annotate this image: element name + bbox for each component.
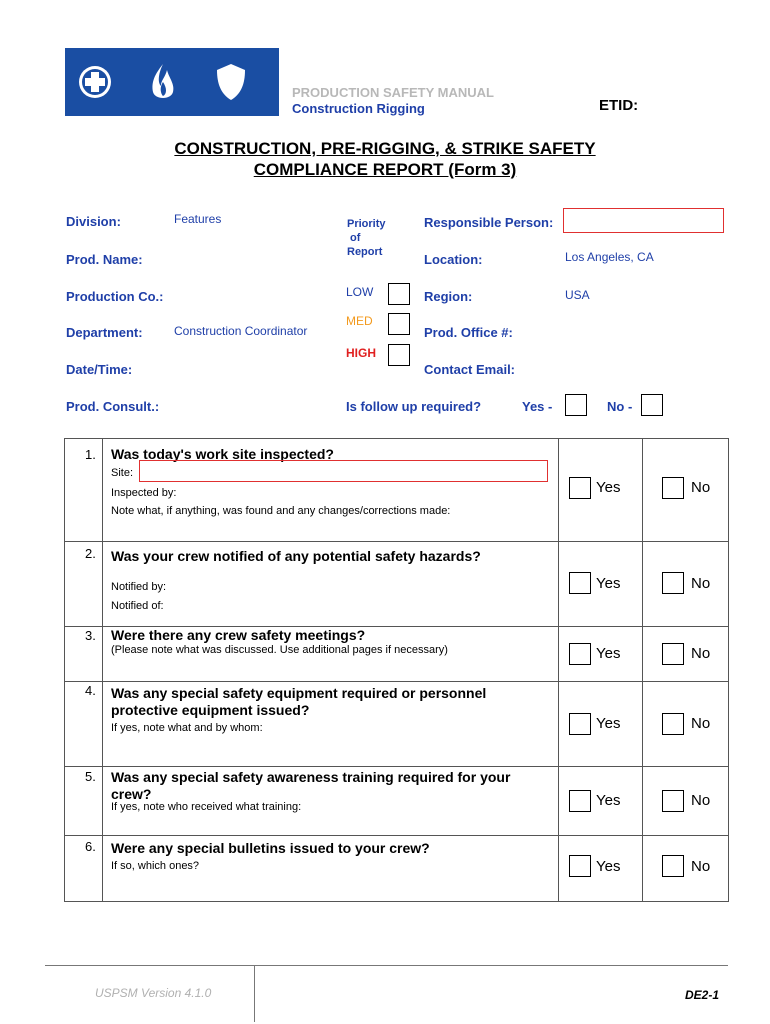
- contact-email-label: Contact Email:: [424, 362, 516, 377]
- q6-yes-label: Yes: [596, 858, 621, 875]
- site-field[interactable]: [139, 460, 548, 482]
- q2-no-label: No: [691, 575, 711, 592]
- table-divider: [65, 681, 728, 682]
- footer-divider: [254, 966, 255, 1022]
- question-text: Was any special safety equipment required or personnel protective equipment issued?: [111, 685, 487, 718]
- follow-up-no-label: No -: [607, 399, 633, 414]
- question-subtext: (Please note what was discussed. Use additional pages if necessary): [111, 644, 448, 656]
- q6-no-checkbox[interactable]: [662, 855, 684, 877]
- q3-no-label: No: [691, 645, 711, 662]
- question-number: 3.: [85, 628, 96, 643]
- medical-cross-icon: [75, 60, 115, 104]
- footer-page-code: DE2-1: [685, 988, 720, 1002]
- q3-yes-checkbox[interactable]: [569, 643, 591, 665]
- q5-yes-label: Yes: [596, 792, 621, 809]
- question-text: Was any special safety awareness training required for your crew?: [111, 769, 511, 802]
- priority-low-label: LOW: [346, 285, 374, 299]
- question-subtext: Note what, if anything, was found and any changes/corrections made:: [111, 505, 451, 517]
- region-value[interactable]: USA: [565, 288, 590, 302]
- prod-name-label: Prod. Name:: [66, 252, 143, 267]
- q2-no-checkbox[interactable]: [662, 572, 684, 594]
- follow-up-no-checkbox[interactable]: [641, 394, 663, 416]
- prod-consult-label: Prod. Consult.:: [66, 399, 160, 414]
- question-text: Was your crew notified of any potential safety hazards?: [111, 548, 481, 564]
- form-title-line2: COMPLIANCE REPORT (Form 3): [253, 160, 517, 179]
- question-number: 2.: [85, 546, 96, 561]
- q1-yes-checkbox[interactable]: [569, 477, 591, 499]
- priority-high-label: HIGH: [346, 346, 376, 360]
- question-number: 4.: [85, 683, 96, 698]
- table-divider: [65, 835, 728, 836]
- region-label: Region:: [424, 289, 473, 304]
- question-subtext: Site:: [111, 467, 134, 479]
- responsible-person-field[interactable]: [563, 208, 724, 233]
- priority-med-checkbox[interactable]: [388, 313, 410, 335]
- question-text: Were any special bulletins issued to your crew?: [111, 840, 430, 856]
- q6-yes-checkbox[interactable]: [569, 855, 591, 877]
- follow-up-question: Is follow up required?: [346, 399, 482, 414]
- prod-office-label: Prod. Office #:: [424, 325, 513, 340]
- responsible-person-label: Responsible Person:: [424, 215, 554, 230]
- location-value[interactable]: Los Angeles, CA: [565, 250, 654, 264]
- follow-up-yes-checkbox[interactable]: [565, 394, 587, 416]
- table-divider: [102, 439, 103, 901]
- priority-high-checkbox[interactable]: [388, 344, 410, 366]
- table-divider: [65, 541, 728, 542]
- table-divider: [642, 439, 643, 901]
- division-label: Division:: [66, 214, 121, 229]
- police-badge-icon: [211, 60, 251, 104]
- date-time-label: Date/Time:: [66, 362, 133, 377]
- question-subtext: Notified by:: [111, 581, 167, 593]
- question-subtext: If yes, note what and by whom:: [111, 722, 263, 734]
- q1-no-checkbox[interactable]: [662, 477, 684, 499]
- department-label: Department:: [66, 325, 143, 340]
- production-co-label: Production Co.:: [66, 289, 164, 304]
- question-number: 5.: [85, 769, 96, 784]
- department-value[interactable]: Construction Coordinator: [174, 324, 308, 338]
- follow-up-yes-label: Yes -: [522, 399, 553, 414]
- q5-no-checkbox[interactable]: [662, 790, 684, 812]
- question-text: Was today's work site inspected?: [111, 446, 334, 462]
- header-logo: [65, 48, 279, 116]
- priority-med-label: MED: [346, 314, 373, 328]
- division-value[interactable]: Features: [174, 212, 222, 226]
- table-divider: [65, 766, 728, 767]
- q3-no-checkbox[interactable]: [662, 643, 684, 665]
- table-divider: [558, 439, 559, 901]
- etid-label: ETID:: [599, 97, 639, 114]
- q3-yes-label: Yes: [596, 645, 621, 662]
- q4-no-label: No: [691, 715, 711, 732]
- footer-rule: [45, 965, 728, 966]
- question-subtext: If yes, note who received what training:: [111, 801, 302, 813]
- priority-label: Priority of Report: [347, 218, 386, 258]
- questions-table: [64, 438, 729, 902]
- q5-no-label: No: [691, 792, 711, 809]
- q5-yes-checkbox[interactable]: [569, 790, 591, 812]
- q4-yes-label: Yes: [596, 715, 621, 732]
- q6-no-label: No: [691, 858, 711, 875]
- fire-flame-icon: [143, 60, 183, 104]
- priority-low-checkbox[interactable]: [388, 283, 410, 305]
- question-subtext: Notified of:: [111, 600, 164, 612]
- question-text: Were there any crew safety meetings?: [111, 627, 366, 643]
- q1-no-label: No: [691, 479, 711, 496]
- question-number: 1.: [85, 447, 96, 462]
- section-title: Construction Rigging: [292, 101, 425, 116]
- question-number: 6.: [85, 839, 96, 854]
- manual-title: PRODUCTION SAFETY MANUAL: [292, 85, 494, 100]
- q2-yes-label: Yes: [596, 575, 621, 592]
- footer-version: USPSM Version 4.1.0: [95, 986, 212, 1000]
- q1-yes-label: Yes: [596, 479, 621, 496]
- form-title-line1: CONSTRUCTION, PRE-RIGGING, & STRIKE SAFETY: [174, 139, 596, 158]
- q4-yes-checkbox[interactable]: [569, 713, 591, 735]
- q2-yes-checkbox[interactable]: [569, 572, 591, 594]
- q4-no-checkbox[interactable]: [662, 713, 684, 735]
- question-subtext: If so, which ones?: [111, 860, 200, 872]
- question-subtext: Inspected by:: [111, 487, 177, 499]
- location-label: Location:: [424, 252, 483, 267]
